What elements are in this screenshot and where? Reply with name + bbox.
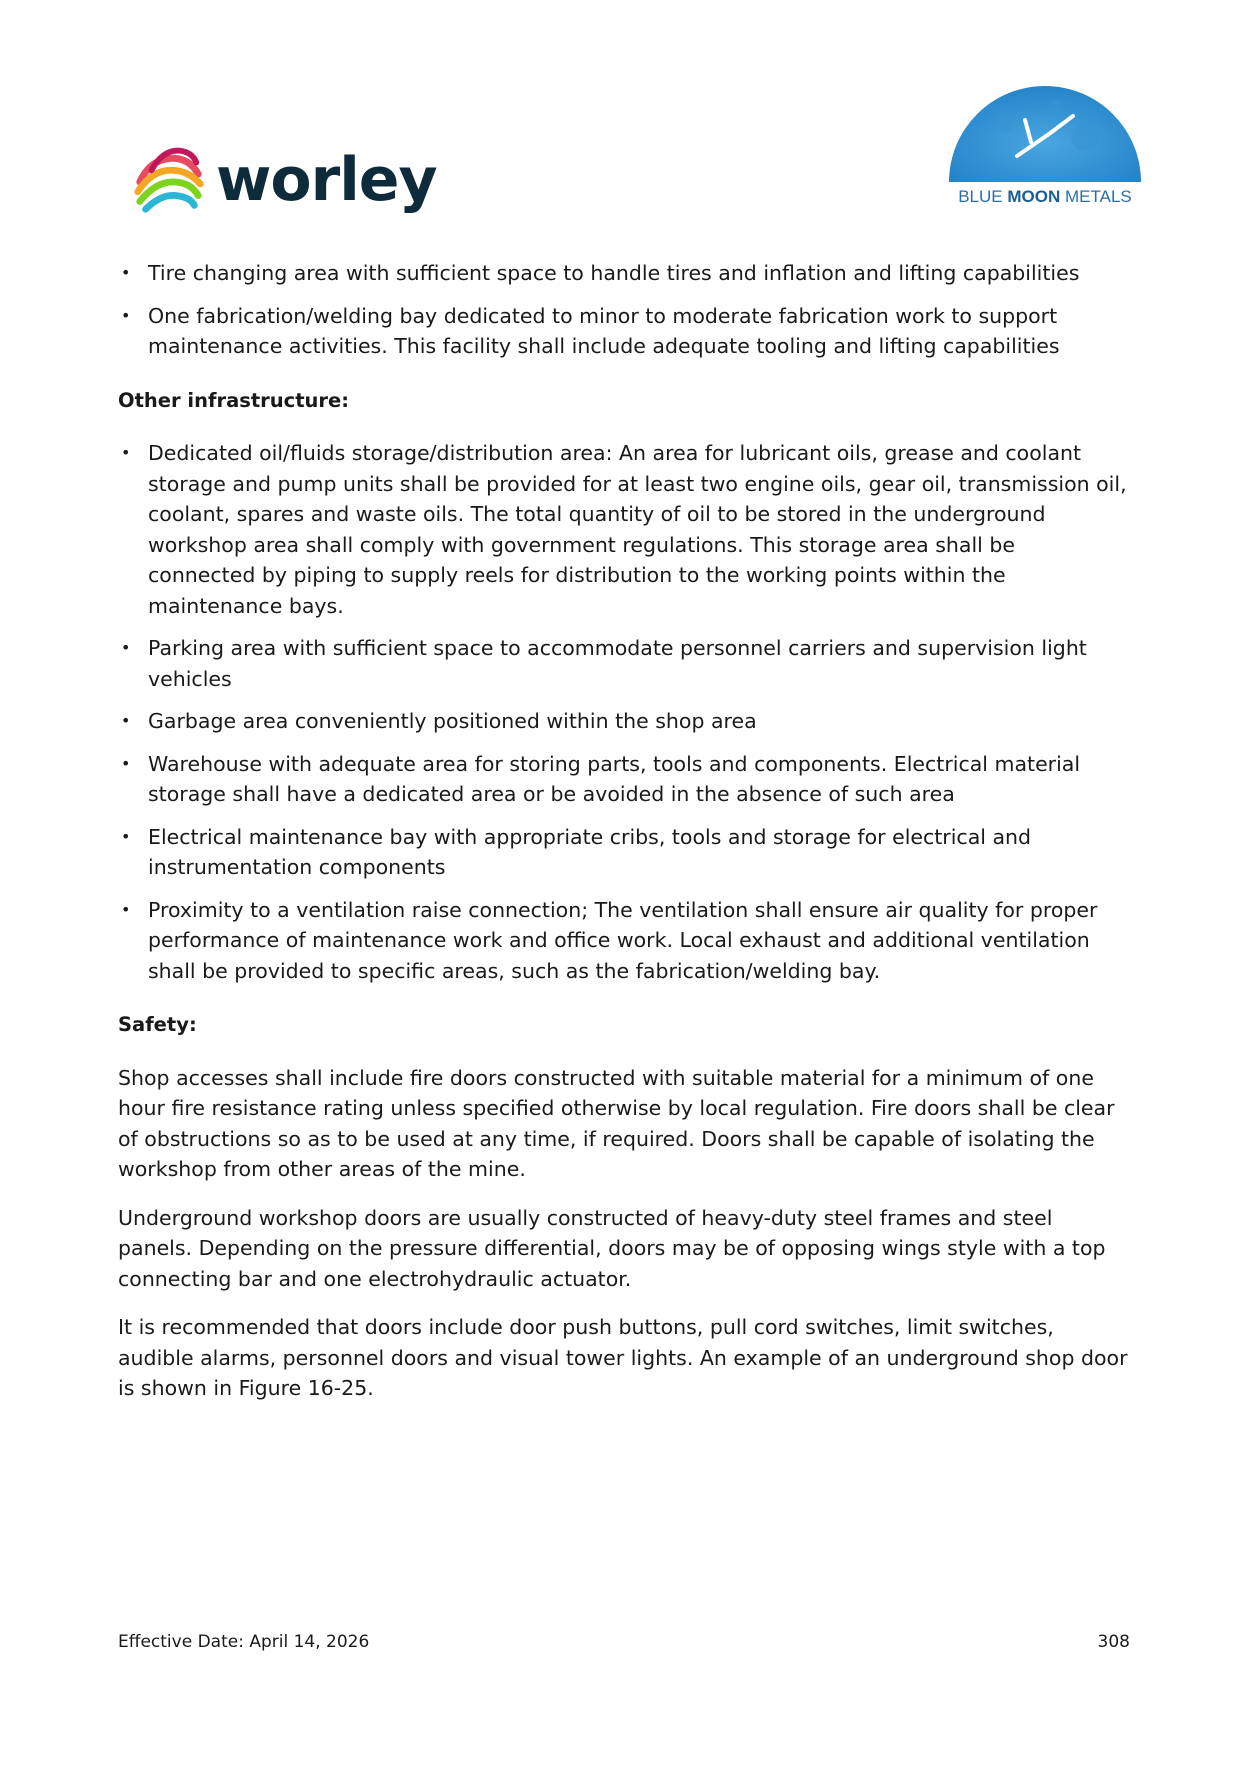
paragraph: Shop accesses shall include fire doors constructed with suitable material for a minimum of one hour fire resistance rating unless specified otherwise by local regulation. Fire doors shall be clear of obstructions so as to be used at any time, if required. Doors shall be capable of isolating the workshop from other areas of the mine. xyxy=(118,1065,1115,1181)
paragraph: Underground workshop doors are usually constructed of heavy-duty steel frames and steel panels. Depending on the pressure differential, doors may be of opposing wings style with a top connecting bar and one electrohydraulic actuator. xyxy=(118,1205,1106,1291)
paragraph: It is recommended that doors include door push buttons, pull cord switches, limit switches, audible alarms, personnel doors and visual tower lights. An example of an underground shop door is shown in Figure 16-25. xyxy=(118,1315,1128,1400)
list-item: • Dedicated oil/fluids storage/distribution area: An area for lubricant oils, grease and coolant storage and pump units shall be provided for at least two engine oils, gear oil, transmission oil, coolant, spares and waste oils. The total quantity of oil to be stored in the underground workshop area shall comply with government regulations. This storage area shall be connected by piping to supply reels for distribution to the working points within the maintenance bays. xyxy=(118,438,1128,621)
list-item: • Garbage area conveniently positioned within the shop area xyxy=(118,706,1128,737)
list-item: • Proximity to a ventilation raise connection; The ventilation shall ensure air quality for proper performance of maintenance work and office work. Local exhaust and additional ventilation shall be provided to specific areas, such as the fabrication/welding bay. xyxy=(118,895,1128,987)
bullet-icon: • xyxy=(121,263,131,282)
list-item: • Electrical maintenance bay with appropriate cribs, tools and storage for electrical and instrumentation components xyxy=(118,822,1128,883)
moon-dome-icon xyxy=(945,82,1145,186)
effective-date: Effective Date: April 14, 2026 xyxy=(118,1632,370,1652)
bullet-icon: • xyxy=(121,899,131,919)
bullet-icon: • xyxy=(121,753,131,773)
list-item: • One fabrication/welding bay dedicated to minor to moderate fabrication work to support maintenance activities. This facility shall include adequate tooling and lifting capabilities xyxy=(118,301,1128,362)
bullet-icon: • xyxy=(121,711,131,730)
section-heading-other-infrastructure: Other infrastructure: xyxy=(118,388,350,412)
bullet-list-workshop xyxy=(118,258,1128,362)
bullet-icon: • xyxy=(121,443,131,462)
blue-moon-metals-logo xyxy=(945,82,1145,212)
worley-logo xyxy=(130,140,437,220)
list-item: • Warehouse with adequate area for storing parts, tools and components. Electrical material storage shall have a dedicated area or be avoided in the absence of such area xyxy=(118,749,1128,810)
bullet-icon: • xyxy=(121,826,131,846)
list-item: • Tire changing area with sufficient space to handle tires and inflation and lifting capabilities xyxy=(118,258,1128,289)
blue-moon-metals-wordmark: BLUE MOON METALS xyxy=(958,187,1132,206)
bullet-list-other-infrastructure xyxy=(118,438,1128,986)
document-body xyxy=(118,258,1128,1422)
list-item: • Parking area with sufficient space to accommodate personnel carriers and supervision light vehicles xyxy=(118,633,1128,694)
section-heading-safety: Safety: xyxy=(118,1013,197,1036)
page-number: 308 xyxy=(1097,1632,1130,1652)
bullet-icon: • xyxy=(121,638,131,657)
worley-swirl-icon xyxy=(130,141,208,219)
bullet-icon: • xyxy=(121,305,131,325)
page-footer xyxy=(118,1632,1130,1652)
worley-wordmark: worley xyxy=(216,145,437,215)
